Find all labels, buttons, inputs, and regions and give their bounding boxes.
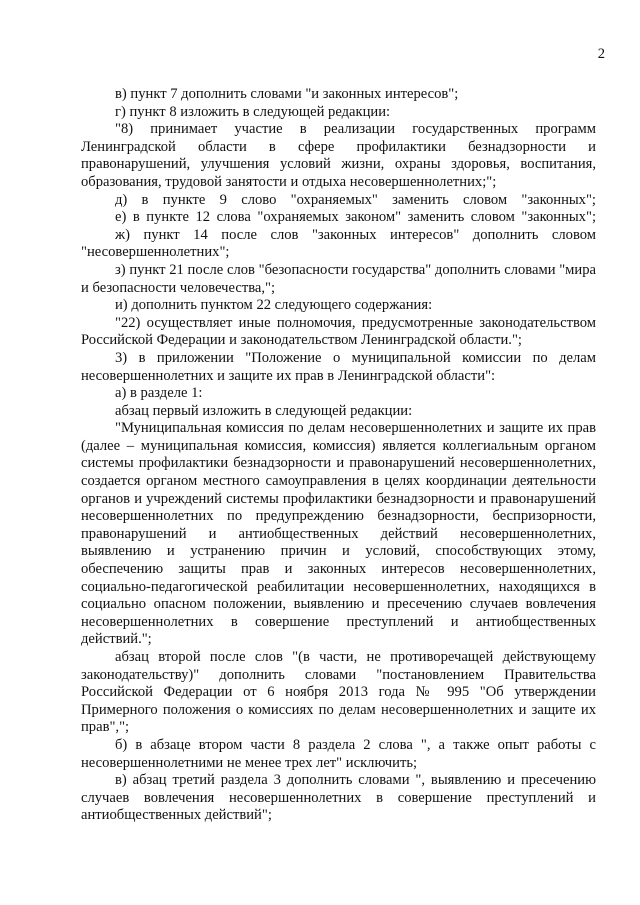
paragraph-item-e: е) в пункте 12 слова "охраняемых законом" заменить словом "законных"; [115, 209, 596, 226]
paragraph-item-d: д) в пункте 9 слово "охраняемых" заменить словом "законных"; [115, 191, 596, 208]
paragraph-item-zh: ж) пункт 14 после слов "законных интересов" дополнить словом "несовершеннолетних"; [81, 226, 596, 261]
paragraph-abzac-first: абзац первый изложить в следующей редакции: [115, 402, 413, 419]
paragraph-clause-8: "8) принимает участие в реализации государственных программ Ленинградской области в сфере профилактики безнадзорности и правонарушений, улучшения условий жизни, охраны здоровья, воспитания, образования, трудовой занятости и отдыха несовершеннолетних;"; [81, 121, 596, 190]
paragraph-item-z: з) пункт 21 после слов "безопасности государства" дополнить словами "мира и безопасности человечества,"; [81, 261, 596, 296]
paragraph-commission-definition: "Муниципальная комиссия по делам несовершеннолетних и защите их прав (далее – муниципальная комиссия, комиссия) является коллегиальным органом системы профилактики безнадзорности и правонарушений несовершеннолетних, создается органом местного самоуправления в целях координации деятельности органов и учреждений системы профилактики безнадзорности и правонарушений несовершеннолетних по предупреждению безнадзорности, беспризорности, правонарушений и антиобщественных действий несовершеннолетних, выявлению и устранению причин и условий, способствующих этому, обеспечению защиты прав и законных интересов несовершеннолетних, социально-педагогической реабилитации несовершеннолетних, находящихся в социально опасном положении, выявлению и пресечению случаев вовлечения несовершеннолетних в совершение преступлений и антиобщественных действий."; [81, 420, 596, 648]
paragraph-abzac-second: абзац второй после слов "(в части, не противоречащей действующему законодательству)" дополнить словами "постановлением Правительства Российской Федерации от 6 ноября 2013 года № 995 "Об утверждении Примерного положения о комиссиях по делам несовершеннолетних и защите их прав","; [81, 649, 596, 736]
paragraph-item-v: в) пункт 7 дополнить словами "и законных интересов"; [115, 86, 459, 102]
paragraph-item-v2: в) абзац третий раздела 3 дополнить словами ", выявлению и пресечению случаев вовлечения несовершеннолетних в совершение преступлений и антиобщественных действий"; [81, 772, 596, 824]
paragraph-item-a: а) в разделе 1: [115, 385, 203, 402]
page-number: 2 [597, 46, 605, 62]
document-body [81, 86, 596, 825]
paragraph-clause-22: "22) осуществляет иные полномочия, предусмотренные законодательством Российской Федерации и законодательством Ленинградской области."; [81, 314, 596, 349]
paragraph-item-b: б) в абзаце втором части 8 раздела 2 слова ", а также опыт работы с несовершеннолетними не менее трех лет" исключить; [81, 736, 596, 771]
paragraph-item-i: и) дополнить пунктом 22 следующего содержания: [115, 297, 433, 314]
paragraph-item-g: г) пункт 8 изложить в следующей редакции: [115, 103, 391, 120]
paragraph-item-3: 3) в приложении "Положение о муниципальной комиссии по делам несовершеннолетних и защите их прав в Ленинградской области": [81, 349, 596, 384]
